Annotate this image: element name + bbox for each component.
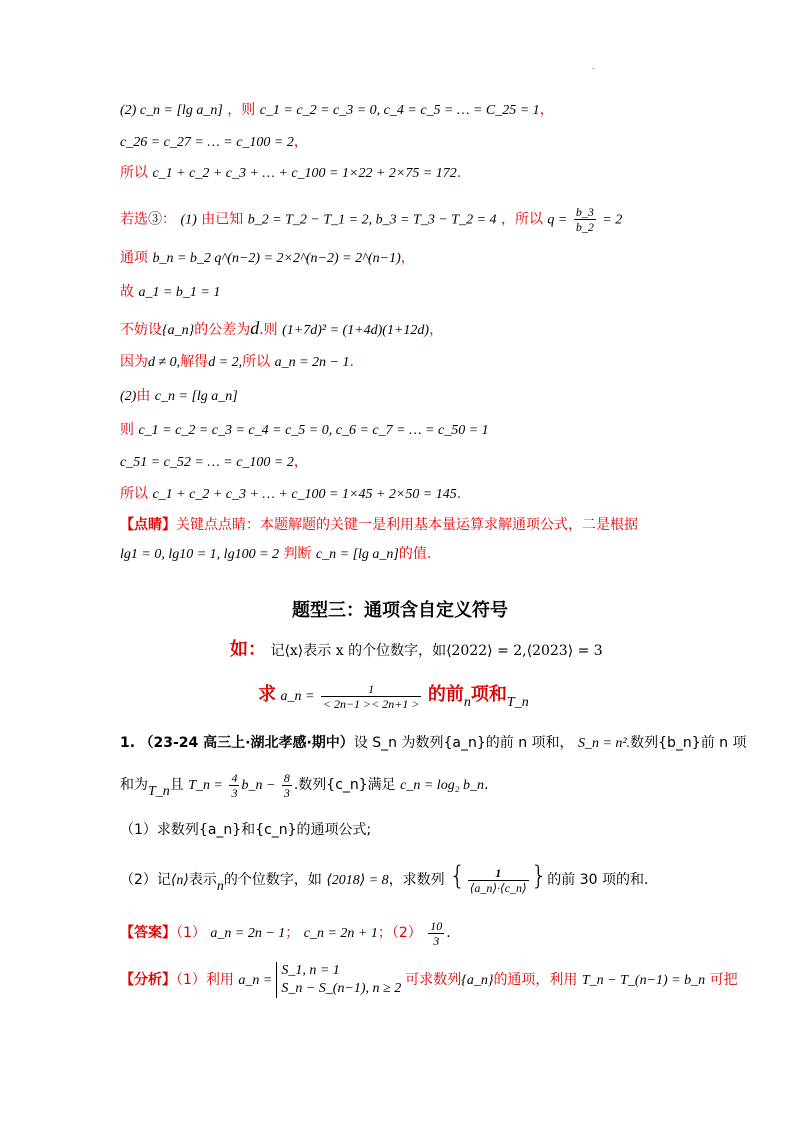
suoyi-text: ，所以 (500, 211, 543, 228)
tongxiang-text: 通项 (120, 250, 148, 266)
circled-three: ③ (148, 211, 162, 228)
d-equation: (1+7d)² = (1+4d)(1+12d) (282, 323, 430, 338)
qiu-label: 求 (258, 684, 276, 705)
analysis-text-3: 的通项，利用 (493, 972, 578, 988)
punct: . (456, 486, 462, 502)
answer-line (120, 918, 451, 949)
yinwei-text: 因为 (120, 354, 148, 370)
punct: ， (293, 454, 308, 470)
q2-text-3: 的前 30 项的和. (547, 872, 649, 888)
dianjing-label: 【点睛】 (120, 517, 176, 533)
frac-num: 1 (468, 866, 529, 881)
de-qian-text: 的前 (427, 684, 464, 705)
q2-text-2: ，求数列 (388, 872, 445, 888)
frac-den: ⟨a_n⟩·⟨c_n⟩ (469, 880, 527, 895)
punct: ； (377, 925, 392, 941)
ze-text: 则 (120, 422, 134, 438)
punct: ， (400, 250, 415, 266)
q-rhs: = 2 (602, 212, 623, 228)
n-var: n (216, 879, 224, 894)
q-num: b_3 (575, 205, 594, 219)
bn-math: b_n = b_2 q^(n−2) = 2×2^(n−2) = 2^(n−1) (152, 251, 401, 266)
sol2-line-3 (120, 163, 461, 184)
bufang-text: 不妨设 (120, 322, 162, 338)
frac-den: 3 (231, 785, 238, 800)
xianghe-text: 项和 (470, 684, 507, 705)
a1-math: a_1 = b_1 = 1 (138, 285, 221, 300)
problem-text-2: 数列{b_n}前 n 项 (630, 735, 747, 751)
d-var: d (250, 318, 260, 338)
sol3-line-9 (120, 484, 461, 505)
frac-num: 1 (321, 682, 422, 697)
analysis-line (120, 960, 738, 1001)
case-2: S_n − S_(n−1), n ≥ 2 (281, 981, 402, 996)
suoyi-text: 所以 (120, 165, 148, 181)
sol3-line-8 (120, 452, 308, 473)
dianjing-line-1 (120, 515, 638, 535)
part-label: (1) (180, 212, 197, 228)
answer-part-1: （1） (176, 925, 206, 941)
frac-num: 4 (231, 770, 238, 785)
answer-fraction (428, 919, 444, 948)
ze-text: ，则 (227, 102, 256, 118)
an-set: {a_n} (162, 323, 195, 338)
q-fraction (574, 205, 596, 234)
answer-cn: c_n = 2n + 1 (303, 926, 378, 941)
brace-right: } (530, 861, 548, 891)
sum-math: c_1 + c_2 + c_3 + … + c_100 = 1×45 + 2×50 = 145 (152, 487, 457, 502)
analysis-label: 【分析】 (120, 972, 176, 988)
ruo-xuan: 若选 (120, 211, 148, 228)
q2-text: 的个位数字，如 (223, 872, 322, 888)
frac-den: 3 (433, 933, 440, 948)
qiu-line (258, 678, 529, 720)
yizhi-text: 由已知 (201, 211, 244, 228)
de-zhi-text: 的值. (398, 546, 432, 562)
an-lhs: a_n = (238, 973, 273, 988)
sn-math: S_n = n². (577, 736, 631, 751)
q-den: b_2 (575, 220, 594, 234)
an-set: {a_n} (461, 973, 494, 988)
sol3-line-3 (120, 282, 220, 303)
c-values-math: c_1 = c_2 = c_3 = 0, c_4 = c_5 = … = C_25 = 1 (259, 103, 540, 118)
brace-left: { (449, 861, 466, 891)
tn-lhs: T_n = (188, 778, 223, 793)
sol3-line-6 (120, 386, 238, 407)
analysis-text-4: 可把 (709, 972, 738, 988)
cn-math: c_n = log₂ b_n (400, 778, 485, 793)
biaoshi-text: 表示 (188, 872, 217, 888)
bn-minus: b_n − (241, 778, 276, 793)
tn-recurrence: T_n − T_(n−1) = b_n (581, 973, 706, 988)
ru-text: 记⟨x⟩表示 x 的个位数字，如⟨2022⟩ = 2,⟨2023⟩ = 3 (270, 643, 603, 659)
n-bracket: ⟨n⟩ (170, 873, 189, 888)
problem-line-1 (120, 733, 746, 754)
punct: ， (293, 134, 308, 150)
gongcha-text: 的公差为 (194, 322, 251, 338)
punct: ， (429, 322, 444, 338)
suoyi-text: 所以 (242, 354, 271, 370)
problem-source: （23-24 高三上·湖北孝感·期中） (139, 735, 354, 751)
dianjing-line-2 (120, 544, 431, 565)
frac-8-3 (282, 771, 292, 800)
sol3-line-2 (120, 248, 415, 269)
piecewise-cases (276, 962, 401, 998)
lg-values: lg1 = 0, lg10 = 1, lg100 = 2 (120, 547, 280, 562)
punct: ； (285, 925, 300, 941)
d-eq-2: d = 2, (208, 355, 243, 370)
an-fraction (321, 682, 422, 711)
problem-q1: （1）求数列{a_n}和{c_n}的通项公式; (120, 822, 372, 838)
qie-text: 且 (169, 777, 184, 793)
problem-q2 (120, 858, 648, 905)
sol2-line-1 (120, 100, 554, 121)
punct: . (484, 777, 489, 793)
jiede-text: 解得 (180, 354, 209, 370)
sol3-line-1 (120, 205, 622, 234)
suoyi-text: 所以 (120, 486, 148, 502)
an-math: a_n = 2n − 1 (274, 355, 350, 370)
q-lhs: q = (547, 212, 568, 228)
cn-def-math: c_n = [lg a_n] (315, 547, 399, 562)
problem-line-2 (120, 770, 489, 807)
sol2-line-2 (120, 132, 308, 153)
problem-text-1: 设 S_n 为数列{a_n}的前 n 项和， (353, 735, 574, 751)
case-1: S_1, n = 1 (281, 963, 340, 978)
frac-den: < 2n−1 >< 2n+1 > (322, 696, 420, 711)
punct: . (349, 354, 354, 370)
d-ne-0: d ≠ 0, (148, 355, 181, 370)
answer-part-2: （2） (391, 925, 422, 941)
gu-text: 故 (120, 284, 134, 300)
analysis-text-1: （1）利用 (176, 972, 234, 988)
cn-def-math: c_n = [lg a_n] (154, 389, 238, 404)
frac-num: 10 (430, 918, 443, 933)
frac-den: 3 (283, 785, 290, 800)
tn-var: T_n (148, 784, 170, 799)
c-values-math-2: c_26 = c_27 = … = c_100 = 2 (120, 135, 294, 150)
cn-def-math: (2) c_n = [lg a_n] (120, 103, 223, 118)
corner-mark: . (592, 62, 595, 71)
answer-label: 【答案】 (120, 925, 176, 941)
part-label: (2) (120, 389, 137, 404)
q2-label: （2）记 (120, 872, 171, 888)
ru-label: 如： (230, 639, 266, 660)
panduan-text: 判断 (283, 546, 312, 562)
an-lhs: a_n = (280, 689, 315, 704)
hewei-text: 和为 (120, 777, 148, 793)
answer-an: a_n = 2n − 1 (210, 926, 286, 941)
section-title: 题型三：通项含自定义符号 (292, 600, 508, 621)
you-text: 由 (136, 388, 151, 404)
punct: . (446, 925, 451, 941)
b-values-math: b_2 = T_2 − T_1 = 2, b_3 = T_3 − T_2 = 4 (247, 212, 497, 228)
problem-text-3: .数列{c_n}满足 (293, 777, 396, 793)
example-math: ⟨2018⟩ = 8 (326, 873, 389, 888)
sol3-line-5 (120, 352, 354, 373)
punct: ， (539, 102, 554, 118)
frac-num: 8 (283, 770, 290, 785)
problem-number: 1. (120, 735, 136, 751)
sum-math: c_1 + c_2 + c_3 + … + c_100 = 1×22 + 2×75 = 172 (152, 166, 457, 181)
example-line (230, 640, 603, 661)
ze-text: .则 (259, 322, 278, 338)
frac-4-3 (229, 771, 239, 800)
q2-fraction (468, 866, 529, 895)
tn-var: T_n (506, 695, 529, 710)
c-values-math-2: c_51 = c_52 = … = c_100 = 2 (120, 455, 294, 470)
sol3-line-7 (120, 420, 489, 441)
c-values-math: c_1 = c_2 = c_3 = c_4 = c_5 = 0, c_6 = c_7 = … = c_50 = 1 (138, 423, 489, 438)
n-var: n (463, 695, 471, 710)
analysis-text-2: 可求数列 (405, 972, 462, 988)
punct: . (456, 165, 462, 181)
dianjing-text: 关键点点睛：本题解题的关键一是利用基本量运算求解通项公式，二是根据 (176, 517, 638, 533)
punct: ： (162, 211, 176, 228)
sol3-line-4 (120, 318, 443, 341)
